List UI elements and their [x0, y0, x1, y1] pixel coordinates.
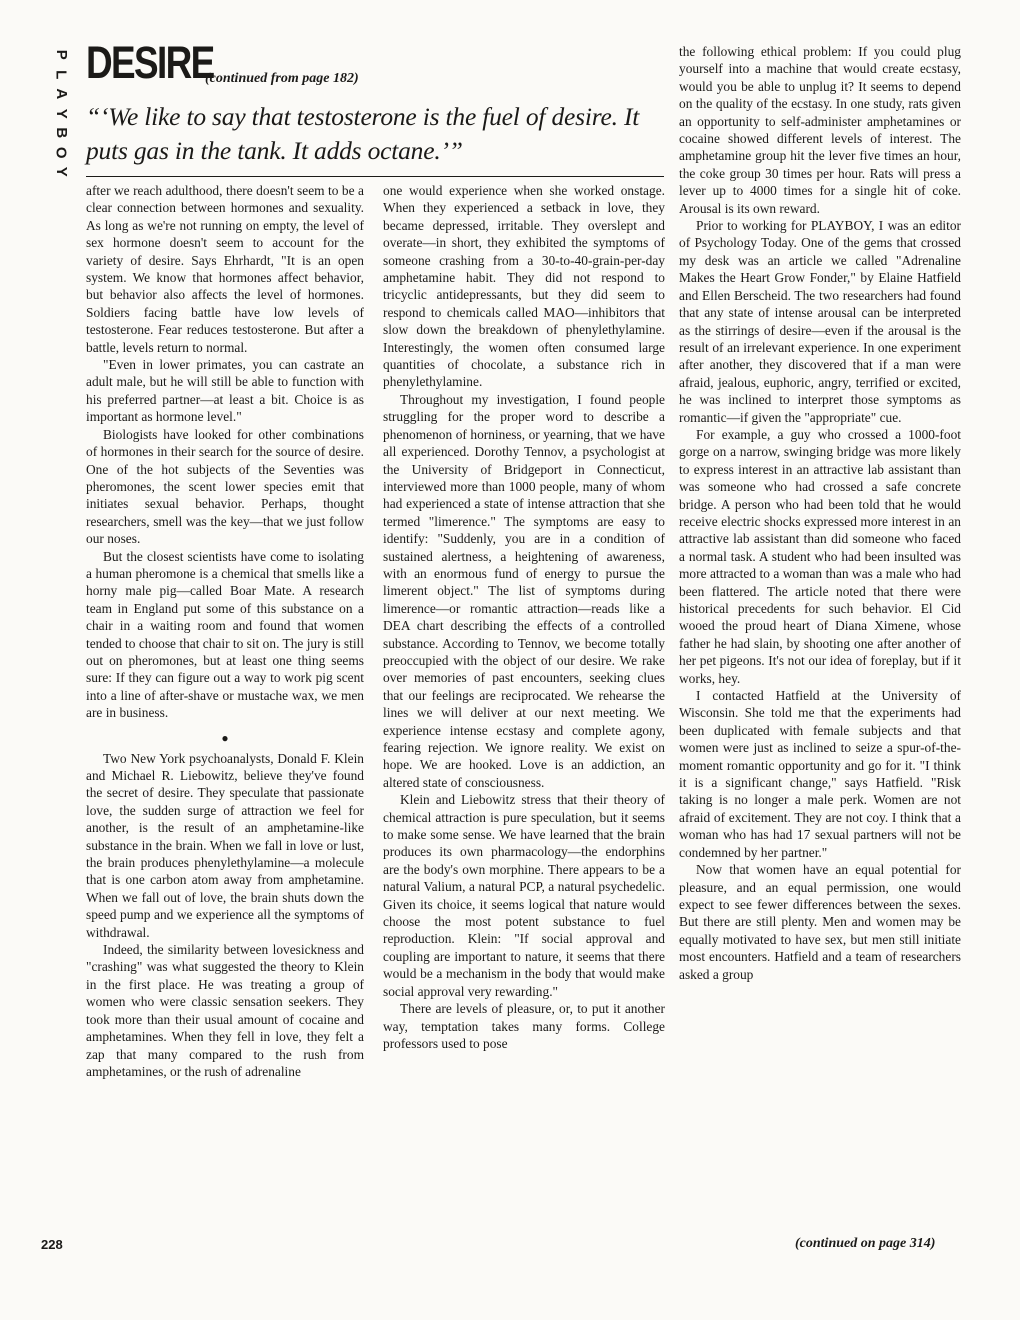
text-column-2 — [383, 182, 665, 1262]
paragraph: one would experience when she worked onstage. When they experienced a setback in love, they became depressed, irritable. They overslept and overate—in short, they exhibited the symptoms of someone crashing from a 30-to-40-grain-per-day amphetamine habit. They did not respond to tricyclic antidepressants, but they did seem to respond to chemicals called MAO—inhibitors that slow down the breakdown of phenylethylamine. Interestingly, the women often consumed large quantities of chocolate, a substance rich in phenylethylamine. — [383, 183, 665, 390]
continued-from-note: (continued from page 182) — [205, 71, 359, 86]
sidebar-letter: P — [52, 49, 70, 60]
sidebar-letter: Y — [52, 108, 70, 119]
paragraph: Throughout my investigation, I found people struggling for the proper word to describe a phenomenon of horniness, or yearning, that we have all experienced. Dorothy Tennov, a psychologist at the University of Bridgeport in Connecticut, interviewed more than 1000 people, many of whom had experienced a state of intense attraction that she termed "limerence." The symptoms are easy to identify: "Suddenly, you are in a condition of sustained alertness, a heightening of awareness, with an enormous fund of energy to pursue the limerent object." The list of symptoms during limerence—or romantic attraction—reads like a DEA chart describing the effects of a controlled substance. According to Tennov, we become totally preoccupied with the object of our desire. We rake over memories of past encounters, seeking clues that our feelings are reciprocated. We rehearse the lines we will deliver at our next meeting. We experience intense ecstasy and complete agony, fearing rejection. We ignore reality. We exist on hope. We are hooked. Love is an addiction, an altered state of consciousness. — [383, 391, 665, 790]
text-column-1 — [86, 182, 364, 1262]
sidebar-letter: L — [52, 69, 70, 79]
paragraph: the following ethical problem: If you could plug yourself into a machine that would create ecstasy, would you be able to unplug it? It seems to depend on the quality of the ecstasy. In one study, rats given an opportunity to self-administer amphetamines or cocaine showed different levels of interest. The amphetamine group hit the lever five times an hour, the coke group 30 times per hour. Rats will press a lever up to 4000 times for a single hit of coke. Arousal is its own reward. — [679, 44, 961, 216]
paragraph: "Even in lower primates, you can castrate an adult male, but he will still be able to function with his preferred partner—at least a bit. Choice is as important as hormone level." — [86, 357, 364, 425]
paragraph: Biologists have looked for other combinations of hormones in their search for the source of desire. One of the hot subjects of the Seventies was pheromones, the scent lower species emit that initiates sexual behavior. Perhaps, thought researchers, smell was the key—that we just follow our noses. — [86, 426, 364, 547]
section-separator-bullet: ● — [221, 730, 229, 745]
paragraph: Prior to working for PLAYBOY, I was an editor of Psychology Today. One of the gems that crossed my desk was an article we called "Adrenaline Makes the Heart Grow Fonder," by Elaine Hatfield and Ellen Berscheid. The two researchers had found that any state of intense arousal can be interpreted as the stirrings of desire—even if the arousal is the result of an irrelevant experience. In one experiment after another, they discovered that if a man were afraid, jealous, euphoric, angry, terrified or excited, he was inclined to interpret those symptoms as romantic—if given the "appropriate" cue. — [679, 218, 961, 425]
paragraph: I contacted Hatfield at the University of Wisconsin. She told me that the experiments had been duplicated with female subjects and that women were just as inclined to seize a spur-of-the-moment romantic opportunity and go for it. "I think it is a significant change," says Hatfield. "Risk taking is no longer a male perk. Women are not afraid of excitement. They are not coy. I think that a woman who has had 17 sexual partners will not be condemned by her partner." — [679, 688, 961, 860]
sidebar-letter: O — [52, 146, 70, 159]
pull-quote: “‘We like to say that testosterone is the fuel of desire. It puts gas in the tank. It adds octane.’” — [86, 102, 640, 165]
text-column-3 — [679, 43, 961, 1261]
paragraph: Two New York psychoanalysts, Donald F. Klein and Michael R. Liebowitz, believe they've found the secret of desire. They speculate that passionate love, the sudden surge of attraction we feel for another, is the result of an amphetamine-like substance in the brain. When we fall in love or lust, the brain produces phenylethylamine—a molecule that is one carbon atom away from amphetamine. When we fall out of love, the brain shuts down the speed pump and we experience all the symptoms of withdrawal. — [86, 750, 364, 940]
sidebar-letter: A — [52, 88, 70, 100]
paragraph: Klein and Liebowitz stress that their theory of chemical attraction is pure speculation, but it seems to make some sense. We have learned that the brain produces its own pharmacology—the endorphins are the body's own morphine. There appears to be a natural Valium, a natural PCP, a natural psychedelic. Given its choice, it seems logical that nature would choose the most potent substance to fuel reproduction. Klein: "If social approval and coupling are important to nature, it seems that there would be a mechanism in the body that would make social approval very rewarding." — [383, 792, 665, 999]
article-kicker-title: DESIRE — [86, 37, 214, 88]
paragraph: There are levels of pleasure, or, to put it another way, temptation takes many forms. College professors used to pose — [383, 1001, 665, 1051]
paragraph: Now that women have an equal potential for pleasure, and an equal permission, one would expect to see fewer differences between the sexes. But there are still plenty. Men and women may be equally motivated to have sex, but men still initiate most encounters. Hatfield and a team of researchers asked a group — [679, 862, 961, 982]
page-number: 228 — [41, 1237, 63, 1252]
paragraph: Indeed, the similarity between lovesickness and "crashing" was what suggested the theory to Klein in the first place. He was treating a group of women who were classic sensation seekers. They took more than their usual amount of cocaine and amphetamines. When they fell in love, they felt a zap that many compared to the rush from amphetamines, or the rush of adrenaline — [86, 942, 364, 1079]
paragraph: after we reach adulthood, there doesn't seem to be a clear connection between hormones and sexuality. As long as we're not running on empty, the level of sex hormone doesn't seem to account for the variety of desire. Says Ehrhardt, "It is an open system. We know that hormones affect behavior, but behavior also affects the level of hormones. Soldiers facing battle have low levels of testosterone. Fear reduces testosterone. But after a battle, levels return to normal. — [86, 183, 364, 355]
paragraph: For example, a guy who crossed a 1000-foot gorge on a narrow, swinging bridge was more likely to express interest in an attractive lab assistant than was someone who had crossed a safe concrete bridge. A person who had been told that he would receive electric shocks expressed more interest in an attractive lab assistant than did someone who faced a normal task. A student who had been insulted was more attracted to a woman than was a male who had been flattered. The article noted that there were historical precedents for such behavior. El Cid wooed the proud heart of Diana Ximene, whose father he had slain, by shooting one after another of her pet pigeons. It's not our idea of foreplay, but if it works, hey. — [679, 426, 961, 686]
magazine-name-vertical — [50, 45, 72, 182]
sidebar-letter: Y — [52, 166, 70, 177]
sidebar-letter: B — [52, 127, 70, 139]
continued-on-note: (continued on page 314) — [795, 1236, 936, 1251]
pull-quote-rule — [86, 176, 664, 177]
paragraph: But the closest scientists have come to isolating a human pheromone is a chemical that smells like a horny male pig—called Boar Mate. A research team in England put some of this substance on a chair in a waiting room and found that women tended to choose that chair to sit on. The jury is still out on pheromones, but at least one thing seems sure: If they can figure out a way to work pig scent into a line of after-shave or mustache wax, we men are in business. — [86, 548, 364, 721]
